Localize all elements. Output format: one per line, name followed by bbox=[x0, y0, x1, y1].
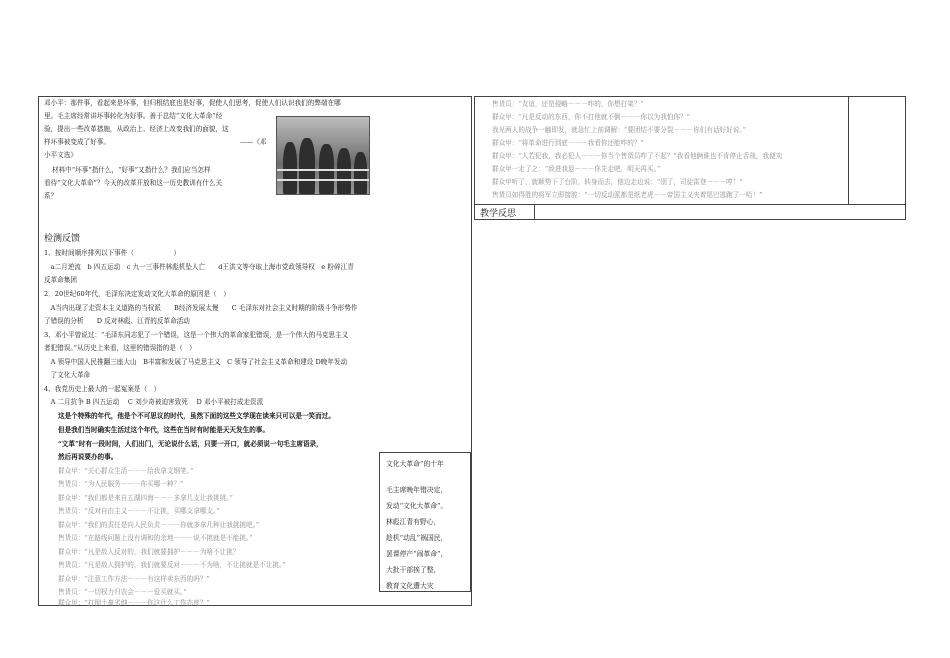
quote-line: 验，提出一些改革措施，从政治上、经济上改变我们的面貌，这 bbox=[44, 125, 229, 133]
poem-line: 发动“文化大革命”。 bbox=[386, 502, 448, 510]
poem-line: 罢课停产“闹革命”， bbox=[386, 550, 448, 558]
dialogue-line: 群众甲：“注意工作方法－－－有这样卖东西的吗？” bbox=[58, 575, 210, 583]
exercise-line: A 领导中国人民推翻三座大山 B丰富和发展了马克思主义 C 领导了社会主义革命和建设 D晚年发动 bbox=[44, 358, 348, 366]
dialogue-line: 售货员：“为人民服务－－－你买哪一种？” bbox=[58, 480, 184, 488]
exercise-line: 了文化大革命 bbox=[44, 371, 91, 379]
dialogue-line: 群众甲：“我们的责任是向人民负责－－－你就多拿几种让我挑挑吧。” bbox=[58, 521, 260, 529]
dialogue-line: 售货员：“一切权力归农会－－－爱买就买。” bbox=[58, 588, 187, 596]
dialogue-line: 售货员：“反对自由主义－－－不让挑，买哪支拿哪支。” bbox=[58, 507, 220, 515]
quote-line: 样坏事被变成了好事。 bbox=[44, 138, 110, 146]
exercise-line: 3、邓小平曾说过：“毛泽东同志犯了一个错误，这是一个伟大的革命家犯错误，是一个伟大的马克思主义 bbox=[44, 331, 349, 339]
poem-line: 林彪江青有野心， bbox=[386, 518, 441, 526]
dialogue-line: 群众甲：“人若犯我，我必犯人－－－你当个售货员咋了不起？”我看他俩谁也不肯停止舌战，我便劝 bbox=[492, 152, 783, 160]
poem-box bbox=[379, 452, 471, 592]
dialogue-line: 群众甲一走了之：“敌进我退－－－你先走吧，明天再买。” bbox=[492, 165, 661, 173]
exercise-line: A当内出现了走资本主义道路的当权派 B经济发展太慢 C 毛泽东对社会主义时期的阶级斗争形势作 bbox=[44, 304, 358, 312]
dialogue-line: 群众甲：“凡是反动的东西，你不打他就不倒－－－你以为我怕你？” bbox=[492, 113, 690, 121]
exercise-line: 4、我党历史上最大的一起冤案是（ ） bbox=[44, 385, 161, 393]
story-intro: “文革”时有一段时间，人们出门，无论说什么话，只要一开口，就必须说一句毛主席语录， bbox=[58, 440, 323, 448]
dialogue-line: 售货员：“友谊，还是侵略－－－咋的，你想打架？” bbox=[492, 100, 644, 108]
quote-source: ——《邓 bbox=[240, 138, 267, 146]
historical-photo bbox=[276, 116, 370, 195]
story-intro: 然后再说要办的事。 bbox=[58, 453, 118, 461]
right-panel-divider bbox=[848, 96, 849, 204]
dialogue-line: 群众甲：“将革命进行到底－－－我看你还能咋的？” bbox=[492, 139, 644, 147]
poem-line: 大批干部挨了整， bbox=[386, 566, 441, 574]
dialogue-line: 售货员：“凡是敌人拥护的，我们就要反对－－－不为啥，不让挑就是不让挑。” bbox=[58, 561, 286, 569]
reflection-divider bbox=[534, 204, 535, 220]
teaching-reflection-label: 教学反思 bbox=[480, 209, 517, 219]
right-panel-rule bbox=[474, 204, 906, 205]
poem-line: 趁机“动乱”祸国民， bbox=[386, 534, 448, 542]
quote-line: 里。毛主席经常讲坏事转化为好事。善于总结“文化大革命”经 bbox=[44, 112, 223, 120]
question-line: 看待“文化大革命”？今天的改革开放和这一历史教训有什么关 bbox=[44, 179, 223, 187]
exercise-line: 了错误的分析 D 反对林彪、江青的反革命活动 bbox=[44, 317, 190, 325]
quote-line: 邓小平：那件事，看起来是坏事，但归根结底也是好事，促使人们思考，促使人们认识我们的弊端在哪 bbox=[44, 99, 341, 107]
exercise-line: 反革命集团 bbox=[44, 276, 77, 284]
exercise-line: 1、按时间顺序排列以下事件（ ） bbox=[44, 249, 181, 257]
dialogue-line: 群众甲：“凡是敌人反对的，我们就要拥护－－－为啥不让挑？ bbox=[58, 548, 240, 556]
dialogue-line: 群众甲听了，就顺势下了台阶，转身而去，他边走边说：“别了，司徒雷登－－－哼！” bbox=[492, 178, 743, 186]
dialogue-line: 群众甲：“打倒土豪劣绅－－－你这什么工作态度？” bbox=[58, 599, 210, 607]
dialogue-line: 我见两人的战争一触即发，就急忙上前调解：“要团结不要分裂－－－你们有话好好说。” bbox=[492, 126, 747, 134]
check-title: 检测反馈 bbox=[44, 234, 81, 244]
poem-line: 毛主席晚年错决定， bbox=[386, 486, 448, 494]
exercise-line: 2．20世纪60年代，毛泽东决定发动文化大革命的原因是（ ） bbox=[44, 290, 230, 298]
question-line: 材料中“坏事”指什么，“好事”又指什么？我们应当怎样 bbox=[52, 166, 211, 174]
story-intro: 这是个特殊的年代，他是个不可思议的时代，虽然下面的这些文学现在读来只可以是一笑而过。 bbox=[58, 412, 335, 420]
dialogue-line: 售货员如得胜的将军立即接腔：“一切反动派都是纸老虎－－帝国主义夹着尾巴逃跑了一哈！” bbox=[492, 191, 763, 199]
poem-line: 教育文化遭大灾 bbox=[386, 582, 434, 590]
exercise-line: 者犯错误。”从历史上来看，这里的错误指的是（ ） bbox=[44, 344, 196, 352]
dialogue-line: 售货员：“在路线问题上没有调和的余地－－－说不挑就是不能挑。” bbox=[58, 534, 253, 542]
question-line: 系？ bbox=[44, 192, 58, 200]
poem-title: 文化大革命”的十年 bbox=[386, 460, 444, 468]
story-intro: 但是我们当时确实生活过这个年代，这些在当时有时能是天天发生的事。 bbox=[58, 426, 269, 434]
exercise-line: a二月逆流 b 四五运动 c 九一三事件林彪机坠人亡 d王洪文等夺取上海市党政领导权 e 粉碎江青 bbox=[44, 263, 354, 271]
dialogue-line: 群众甲：“关心群众生活－－－给我拿支钢笔。” bbox=[58, 467, 194, 475]
dialogue-line: 群众甲：“我们都是来自五湖四海－－－多拿几支让我挑挑。” bbox=[58, 494, 233, 502]
exercise-line: A 二月抗争 B 四五运动 C 刘少奇被迫害致死 D 邓小平被打成走资派 bbox=[44, 398, 264, 406]
quote-source: 小平文选》 bbox=[44, 151, 77, 159]
